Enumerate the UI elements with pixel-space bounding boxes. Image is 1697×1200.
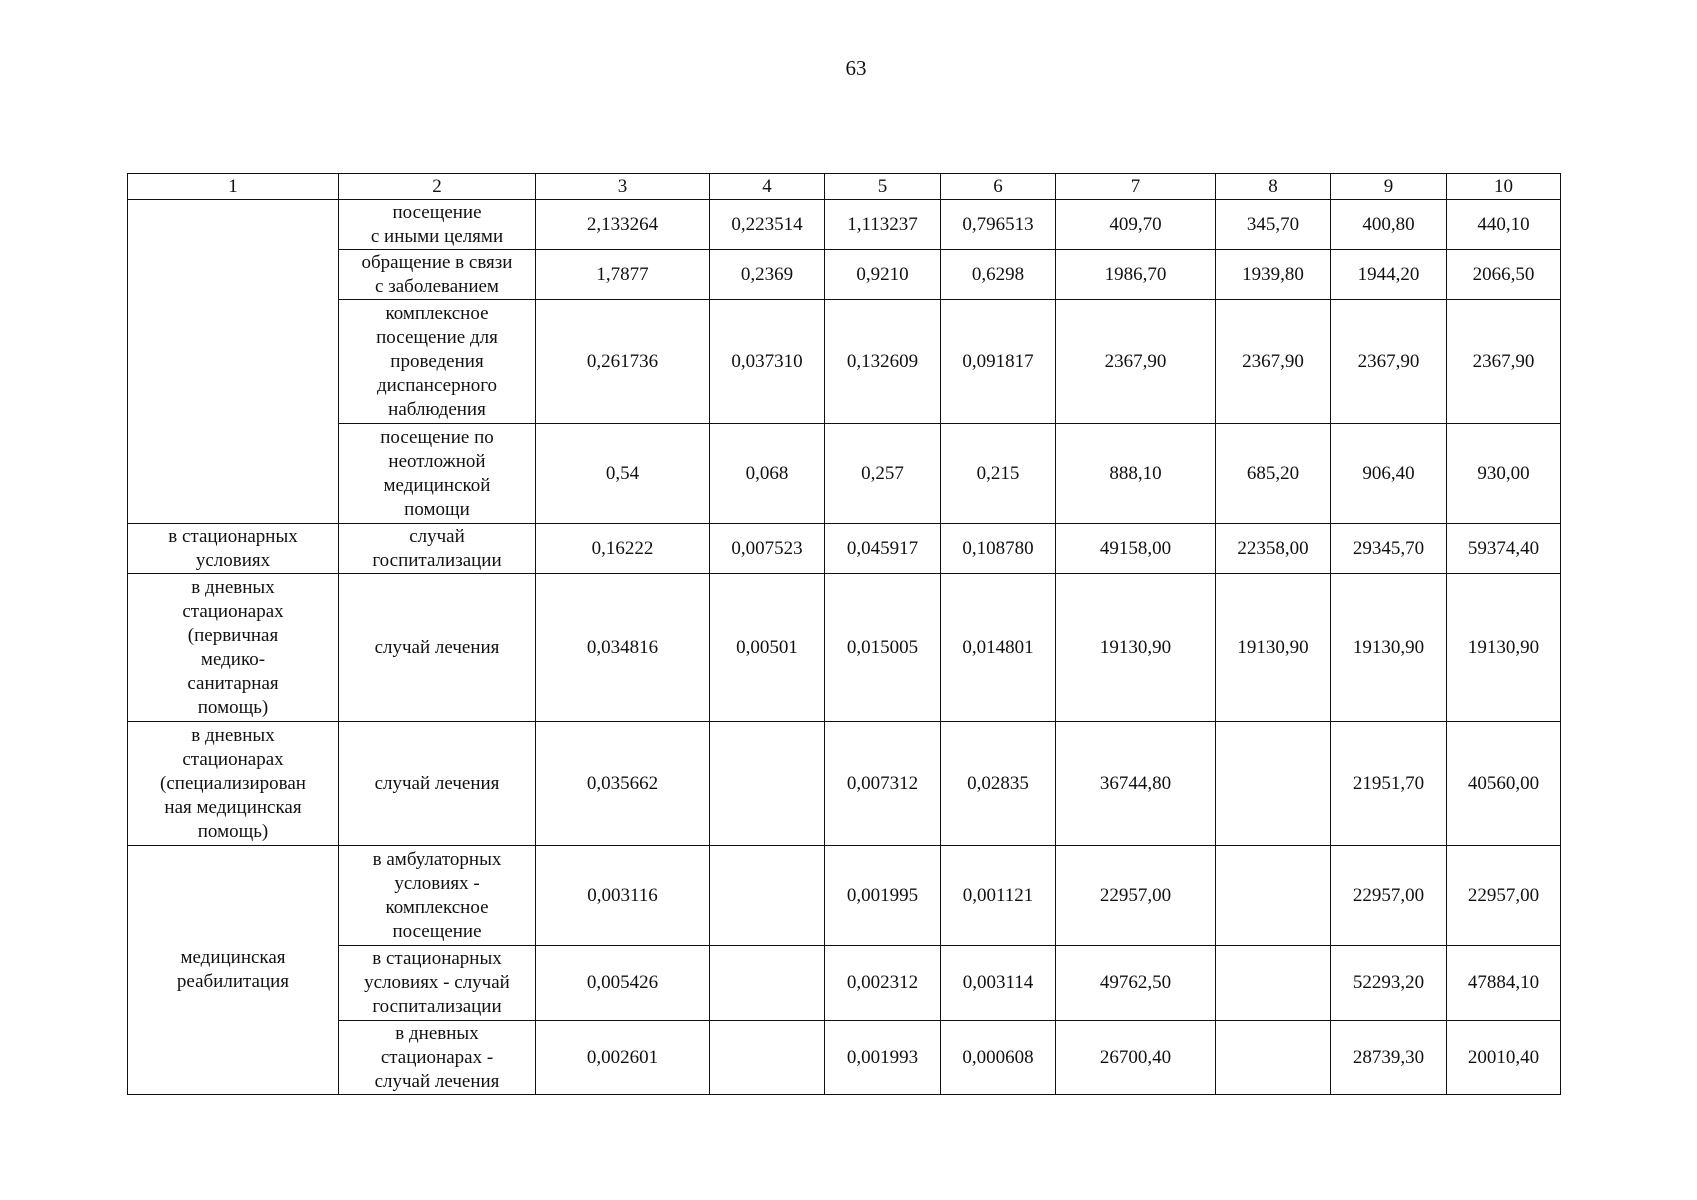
- table-row: [128, 722, 1561, 846]
- column-header-7: 7: [1056, 174, 1216, 200]
- value-cell-col-5: 0,001995: [825, 846, 941, 946]
- value-cell-col-8: [1216, 722, 1331, 846]
- value-cell-col-9: 2367,90: [1331, 300, 1447, 424]
- column-header-2: 2: [339, 174, 536, 200]
- value-cell-col-9: 22957,00: [1331, 846, 1447, 946]
- value-cell-col-10: 2367,90: [1447, 300, 1561, 424]
- value-cell-col-6: 0,215: [941, 424, 1056, 524]
- value-cell-col-9: 400,80: [1331, 200, 1447, 250]
- value-cell-col-7: 888,10: [1056, 424, 1216, 524]
- value-cell-col-10: 19130,90: [1447, 574, 1561, 722]
- value-cell-col-7: 36744,80: [1056, 722, 1216, 846]
- table-row: [128, 200, 1561, 250]
- value-cell-col-4: 0,2369: [710, 250, 825, 300]
- value-cell-col-7: 19130,90: [1056, 574, 1216, 722]
- table-row: [128, 946, 1561, 1021]
- value-cell-col-8: 19130,90: [1216, 574, 1331, 722]
- value-cell-col-4: 0,007523: [710, 524, 825, 574]
- column-header-9: 9: [1331, 174, 1447, 200]
- value-cell-col-10: 40560,00: [1447, 722, 1561, 846]
- group-label: в стационарных условиях: [128, 524, 339, 574]
- value-cell-col-3: 0,54: [536, 424, 710, 524]
- value-cell-col-10: 22957,00: [1447, 846, 1561, 946]
- value-cell-col-6: 0,000608: [941, 1021, 1056, 1095]
- unit-cell: посещение по неотложной медицинской помощи: [339, 424, 536, 524]
- value-cell-col-5: 0,015005: [825, 574, 941, 722]
- value-cell-col-4: [710, 946, 825, 1021]
- header-row: [128, 174, 1561, 200]
- value-cell-col-3: 1,7877: [536, 250, 710, 300]
- value-cell-col-5: 0,002312: [825, 946, 941, 1021]
- value-cell-col-8: 1939,80: [1216, 250, 1331, 300]
- column-header-6: 6: [941, 174, 1056, 200]
- value-cell-col-8: 345,70: [1216, 200, 1331, 250]
- value-cell-col-3: 2,133264: [536, 200, 710, 250]
- value-cell-col-3: 0,003116: [536, 846, 710, 946]
- value-cell-col-4: [710, 722, 825, 846]
- table-row: [128, 524, 1561, 574]
- value-cell-col-3: 0,002601: [536, 1021, 710, 1095]
- value-cell-col-3: 0,16222: [536, 524, 710, 574]
- table-row: [128, 250, 1561, 300]
- value-cell-col-6: 0,108780: [941, 524, 1056, 574]
- group-label: [128, 200, 339, 524]
- value-cell-col-6: 0,6298: [941, 250, 1056, 300]
- unit-cell: в дневных стационарах - случай лечения: [339, 1021, 536, 1095]
- value-cell-col-10: 440,10: [1447, 200, 1561, 250]
- unit-cell: случай лечения: [339, 722, 536, 846]
- value-cell-col-10: 59374,40: [1447, 524, 1561, 574]
- value-cell-col-5: 0,132609: [825, 300, 941, 424]
- value-cell-col-6: 0,796513: [941, 200, 1056, 250]
- unit-cell: в амбулаторных условиях - комплексное посещение: [339, 846, 536, 946]
- table-header: [128, 174, 1561, 200]
- value-cell-col-9: 52293,20: [1331, 946, 1447, 1021]
- column-header-4: 4: [710, 174, 825, 200]
- value-cell-col-10: 2066,50: [1447, 250, 1561, 300]
- value-cell-col-8: 685,20: [1216, 424, 1331, 524]
- group-label: в дневных стационарах (первичная медико- санитарная помощь): [128, 574, 339, 722]
- value-cell-col-4: 0,223514: [710, 200, 825, 250]
- value-cell-col-5: 0,9210: [825, 250, 941, 300]
- table-row: [128, 1021, 1561, 1095]
- column-header-1: 1: [128, 174, 339, 200]
- value-cell-col-9: 1944,20: [1331, 250, 1447, 300]
- value-cell-col-8: [1216, 1021, 1331, 1095]
- value-cell-col-8: [1216, 846, 1331, 946]
- value-cell-col-7: 26700,40: [1056, 1021, 1216, 1095]
- value-cell-col-4: 0,00501: [710, 574, 825, 722]
- value-cell-col-3: 0,005426: [536, 946, 710, 1021]
- table-row: [128, 846, 1561, 946]
- unit-cell: обращение в связи с заболеванием: [339, 250, 536, 300]
- column-header-10: 10: [1447, 174, 1561, 200]
- unit-cell: комплексное посещение для проведения диспансерного наблюдения: [339, 300, 536, 424]
- value-cell-col-9: 906,40: [1331, 424, 1447, 524]
- table-row: [128, 424, 1561, 524]
- data-table: [127, 173, 1561, 1095]
- value-cell-col-3: 0,034816: [536, 574, 710, 722]
- value-cell-col-4: [710, 1021, 825, 1095]
- value-cell-col-7: 22957,00: [1056, 846, 1216, 946]
- value-cell-col-9: 19130,90: [1331, 574, 1447, 722]
- value-cell-col-7: 2367,90: [1056, 300, 1216, 424]
- unit-cell: случай госпитализации: [339, 524, 536, 574]
- value-cell-col-6: 0,014801: [941, 574, 1056, 722]
- table-row: [128, 300, 1561, 424]
- column-header-3: 3: [536, 174, 710, 200]
- value-cell-col-4: 0,037310: [710, 300, 825, 424]
- value-cell-col-9: 29345,70: [1331, 524, 1447, 574]
- value-cell-col-10: 47884,10: [1447, 946, 1561, 1021]
- unit-cell: случай лечения: [339, 574, 536, 722]
- group-label: медицинская реабилитация: [128, 846, 339, 1095]
- value-cell-col-3: 0,035662: [536, 722, 710, 846]
- value-cell-col-8: 2367,90: [1216, 300, 1331, 424]
- value-cell-col-9: 28739,30: [1331, 1021, 1447, 1095]
- value-cell-col-7: 409,70: [1056, 200, 1216, 250]
- table-body: [128, 200, 1561, 1095]
- value-cell-col-7: 49158,00: [1056, 524, 1216, 574]
- value-cell-col-5: 0,045917: [825, 524, 941, 574]
- value-cell-col-10: 20010,40: [1447, 1021, 1561, 1095]
- page-number: 63: [845, 56, 867, 80]
- value-cell-col-5: 0,001993: [825, 1021, 941, 1095]
- value-cell-col-5: 0,257: [825, 424, 941, 524]
- value-cell-col-6: 0,001121: [941, 846, 1056, 946]
- value-cell-col-6: 0,003114: [941, 946, 1056, 1021]
- table-row: [128, 574, 1561, 722]
- value-cell-col-6: 0,091817: [941, 300, 1056, 424]
- column-header-8: 8: [1216, 174, 1331, 200]
- column-header-5: 5: [825, 174, 941, 200]
- value-cell-col-8: 22358,00: [1216, 524, 1331, 574]
- value-cell-col-5: 0,007312: [825, 722, 941, 846]
- unit-cell: в стационарных условиях - случай госпитализации: [339, 946, 536, 1021]
- value-cell-col-7: 49762,50: [1056, 946, 1216, 1021]
- value-cell-col-3: 0,261736: [536, 300, 710, 424]
- unit-cell: посещение с иными целями: [339, 200, 536, 250]
- value-cell-col-5: 1,113237: [825, 200, 941, 250]
- value-cell-col-6: 0,02835: [941, 722, 1056, 846]
- value-cell-col-4: 0,068: [710, 424, 825, 524]
- value-cell-col-9: 21951,70: [1331, 722, 1447, 846]
- value-cell-col-8: [1216, 946, 1331, 1021]
- value-cell-col-4: [710, 846, 825, 946]
- value-cell-col-10: 930,00: [1447, 424, 1561, 524]
- value-cell-col-7: 1986,70: [1056, 250, 1216, 300]
- group-label: в дневных стационарах (специализирован ная медицинская помощь): [128, 722, 339, 846]
